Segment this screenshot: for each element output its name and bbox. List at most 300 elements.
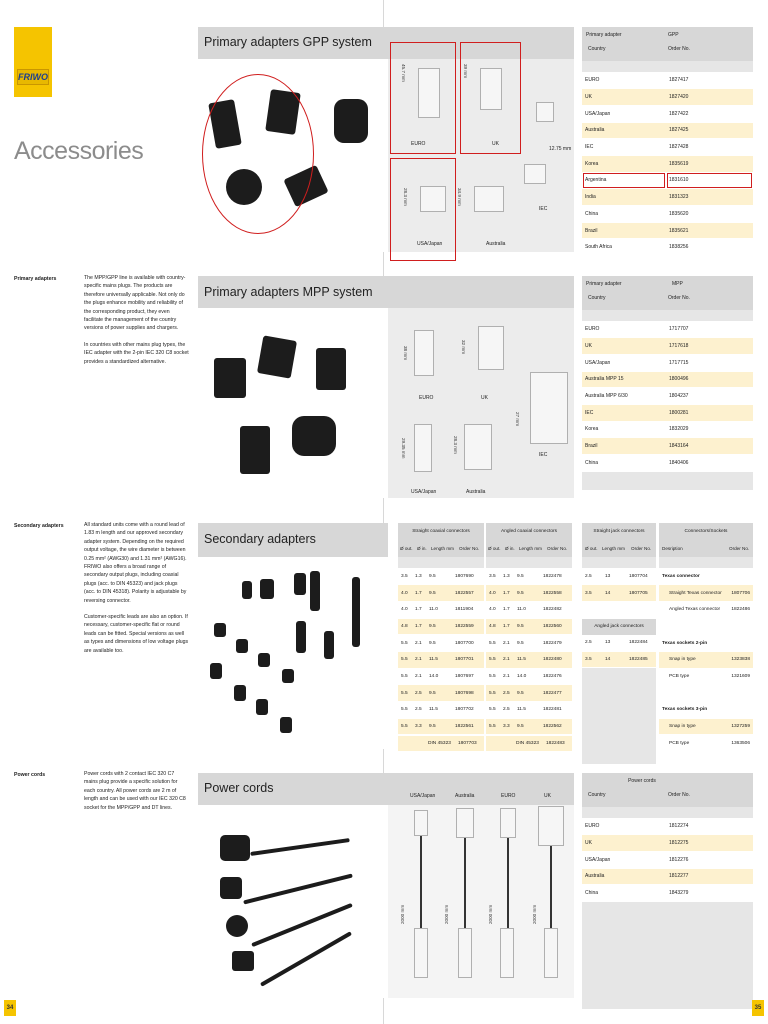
- table-row: [398, 585, 484, 602]
- table-cell: 11.5: [514, 702, 540, 719]
- primary-desc-1: The MPP/GPP line is available with country-specific mains plugs. The products are therefore universally applicable. Not only do the plugs enhance mobility and reliability of the corresponding product, they even facilitate the management of the country versions of power supplies and chargers.: [84, 275, 186, 332]
- gpp-title: Primary adapters GPP system: [204, 35, 372, 49]
- table-row: [659, 618, 753, 635]
- table-cell: 14.0: [426, 668, 452, 685]
- table-row: 3.5 14 1822485: [582, 651, 656, 668]
- gpp-usa-drawing: [420, 186, 446, 212]
- cords-photo: [198, 805, 388, 998]
- straight-coax-title: Straight coaxial connectors: [412, 529, 470, 534]
- cords-title: Power cords: [204, 781, 274, 795]
- table-row: [486, 601, 572, 618]
- plug-13: [234, 685, 246, 701]
- table-row: [398, 668, 484, 685]
- straight-jack-spacer: [582, 557, 656, 568]
- table-cell: 1822562: [540, 718, 572, 735]
- cord-draw-uk-plug: [538, 806, 564, 846]
- straight-jack-rows: [582, 568, 656, 619]
- table-cell: 1807700: [452, 635, 484, 652]
- power-desc-1: Power cords with 2 contact IEC 320 C7 mains plug provide a specific solution for each country. All power cords are 2 m of length and can be used with our IEC 320 C8 socket for the MPP/GPP and DT lines.: [84, 771, 186, 811]
- plug-7: [236, 639, 248, 653]
- ac-col-in: Ø in.: [505, 546, 515, 551]
- table-row: Brazil 1843164: [582, 438, 753, 455]
- table-cell: 2.1: [412, 651, 426, 668]
- gpp-iec-drawing: [536, 102, 554, 122]
- table-row: Texas sockets 3-pin: [659, 702, 753, 719]
- table-row: Australia MPP 6/30 1804237: [582, 388, 753, 405]
- straight-coax-table: [398, 523, 484, 751]
- table-cell: 1822482: [540, 601, 572, 618]
- table-row: Australia 1812277: [582, 868, 753, 885]
- mpp-dim-aus: 28.3 mm: [453, 436, 458, 454]
- table-cell: 1822479: [540, 635, 572, 652]
- table-cell: 4.0: [486, 585, 500, 602]
- secondary-description: [84, 521, 189, 663]
- plug-11: [324, 631, 334, 659]
- mpp-dim-uk: 32 mm: [461, 340, 466, 355]
- table-row: [486, 585, 572, 602]
- table-cell: 5.5: [398, 668, 412, 685]
- table-row: UK 1717618: [582, 338, 753, 355]
- plug-6: [214, 623, 226, 637]
- secondary-title: Secondary adapters: [204, 532, 316, 546]
- table-cell: 5.5: [486, 651, 500, 668]
- table-cell: 5.5: [398, 718, 412, 735]
- plug-2: [260, 579, 274, 599]
- table-row: IEC 1800281: [582, 404, 753, 421]
- table-row: PCB type 1363506: [659, 735, 753, 752]
- plug-14: [256, 699, 268, 715]
- table-cell: 1807697: [452, 668, 484, 685]
- gpp-table-spacer: [582, 61, 753, 72]
- table-cell: 2.1: [500, 635, 514, 652]
- plug-15: [280, 717, 292, 733]
- mpp-dim-iec: 27 mm: [515, 412, 520, 427]
- table-row: [486, 668, 572, 685]
- section-label-power: Power cords: [14, 772, 46, 778]
- table-row: 2.5 13 1822484: [582, 635, 656, 652]
- mpp-table-header: [582, 276, 753, 310]
- ac-col-out: Ø out.: [488, 546, 501, 551]
- secondary-panel: [198, 523, 388, 749]
- table-row: PCB type 1321609: [659, 668, 753, 685]
- gpp-rows: [582, 72, 753, 256]
- cords-table-header: [582, 773, 753, 807]
- primary-desc-2: In countries with other mains plug types, the IEC adapter with the 2-pin IEC 320 C8 socket provides a standardized alternative.: [84, 341, 189, 365]
- table-cell: 2.5: [412, 702, 426, 719]
- table-cell: 1822478: [540, 568, 572, 585]
- table-cell: 1.7: [500, 585, 514, 602]
- table-cell: 11.0: [426, 601, 452, 618]
- ac-col-length: Length mm: [519, 546, 542, 551]
- cord-draw-aus-plug: [456, 808, 474, 838]
- angled-coax-footer: [486, 735, 572, 751]
- sj-col-length: Length mm: [602, 546, 625, 551]
- table-row: UK 1827420: [582, 89, 753, 106]
- cords-table: [582, 773, 753, 1009]
- mpp-label-euro: EURO: [419, 395, 434, 401]
- table-cell: 1807690: [452, 568, 484, 585]
- cord-1: [250, 838, 350, 856]
- table-row: [398, 568, 484, 585]
- table-row: India 1831323: [582, 189, 753, 206]
- page-title: Accessories: [14, 137, 144, 165]
- table-cell: 1822476: [540, 668, 572, 685]
- page-number-right: 35: [752, 1000, 764, 1016]
- table-row: EURO 1717707: [582, 321, 753, 338]
- sc-col-order: Order No.: [459, 546, 480, 551]
- mpp-table-footer: [582, 472, 753, 490]
- gpp-highlight-circle: [202, 74, 314, 234]
- gpp-label-aus: Australia: [486, 241, 506, 247]
- friwo-logo: [14, 27, 52, 97]
- table-row: USA/Japan 1812276: [582, 851, 753, 868]
- table-cell: 1822559: [452, 618, 484, 635]
- cords-panel: [198, 773, 574, 998]
- table-row: IEC 1827428: [582, 139, 753, 156]
- jack-table: [582, 523, 656, 764]
- page-number-left: 34: [4, 1000, 16, 1016]
- table-cell: 4.0: [486, 601, 500, 618]
- cord-draw-aus-wire: [464, 838, 466, 928]
- table-cell: 9.5: [514, 685, 540, 702]
- mpp-label-usa: USA/Japan: [411, 489, 437, 495]
- gpp-th-system: GPP: [668, 32, 679, 38]
- table-cell: 1.7: [412, 618, 426, 635]
- mpp-photo: [198, 308, 388, 498]
- mpp-th-country: Country: [588, 295, 606, 301]
- table-cell: 1822477: [540, 685, 572, 702]
- straight-coax-rows: [398, 568, 484, 735]
- gpp-uk-drawing: [480, 68, 502, 110]
- straight-jack-title: Straight jack connectors: [593, 529, 645, 534]
- mpp-adapter-1: [214, 358, 246, 398]
- table-cell: 5.5: [398, 635, 412, 652]
- table-row: [582, 601, 656, 618]
- angled-coax-header: [486, 523, 572, 557]
- table-cell: 11.5: [514, 651, 540, 668]
- angled-jack-rows: [582, 635, 656, 669]
- mpp-adapter-3: [316, 348, 346, 390]
- table-row: Australia 1827425: [582, 122, 753, 139]
- ac-footer-din: DIN 45323: [516, 741, 539, 747]
- euro-plug: [226, 915, 248, 937]
- angled-coax-spacer: [486, 557, 572, 568]
- gpp-dim-usa: 28.3 mm: [403, 188, 408, 206]
- angled-coax-title: Angled coaxial connectors: [501, 529, 557, 534]
- table-cell: 9.5: [426, 568, 452, 585]
- mpp-label-aus: Australia: [466, 489, 486, 495]
- cord-4: [260, 931, 352, 986]
- table-cell: 9.5: [514, 718, 540, 735]
- mpp-th-system: MPP: [672, 281, 683, 287]
- plug-5: [352, 577, 360, 647]
- cords-th-order: Order No.: [668, 792, 690, 798]
- cords-rows: [582, 818, 753, 902]
- table-row: [398, 702, 484, 719]
- plug-9: [282, 669, 294, 683]
- table-row: [398, 718, 484, 735]
- table-cell: 2.5: [500, 685, 514, 702]
- gpp-th-country: Country: [588, 46, 606, 52]
- mpp-adapter-2: [257, 335, 297, 378]
- connectors-spacer: [659, 557, 753, 568]
- cord-draw-usa-plug: [414, 810, 428, 836]
- plug-8: [258, 653, 270, 667]
- gpp-th-adapter: Primary adapter: [586, 32, 622, 38]
- table-cell: 5.5: [398, 685, 412, 702]
- table-row: [486, 618, 572, 635]
- table-cell: 9.5: [426, 685, 452, 702]
- cord-length-usa: 2000 mm: [400, 904, 405, 924]
- table-row: Australia MPP 15 1800496: [582, 371, 753, 388]
- table-row: 3.5 14 1807705: [582, 585, 656, 602]
- primary-description: [84, 274, 189, 374]
- mpp-th-adapter: Primary adapter: [586, 281, 622, 287]
- table-row: USA/Japan 1717715: [582, 354, 753, 371]
- table-row: China 1840406: [582, 455, 753, 472]
- mpp-aus-drawing: [464, 424, 492, 470]
- table-cell: 1807702: [452, 702, 484, 719]
- table-cell: 3.5: [486, 568, 500, 585]
- straight-coax-header: [398, 523, 484, 557]
- cords-table-filler: [582, 902, 753, 1009]
- table-cell: 1.3: [412, 568, 426, 585]
- secondary-desc-1: All standard units come with a round lead of 1.83 m length and our approved secondary adapter system. Depending on the required output voltage, the wire diameter is between 0.25 mm² (AWG30) and 1.31 mm² (AWG16). FRIWO also offers a broad range of secondary output plugs, including coaxial plugs (acc. to DIN 45323) and jack plugs (acc. to DIN 45318). Polarity is adjustable by reversing connector.: [84, 522, 187, 604]
- sc-col-length: Length mm: [431, 546, 454, 551]
- table-cell: 5.5: [486, 668, 500, 685]
- table-row: UK 1812275: [582, 835, 753, 852]
- plug-10: [296, 621, 306, 653]
- table-cell: 14.0: [514, 668, 540, 685]
- table-cell: 4.0: [398, 585, 412, 602]
- table-cell: 9.5: [514, 585, 540, 602]
- table-row: China 1835620: [582, 206, 753, 223]
- cords-th-title: Power cords: [628, 778, 656, 784]
- table-cell: 9.5: [426, 618, 452, 635]
- table-row: EURO 1812274: [582, 818, 753, 835]
- table-row: [486, 568, 572, 585]
- mpp-adapter-4: [240, 426, 270, 474]
- table-row: [486, 685, 572, 702]
- angled-jack-title: Angled jack connectors: [594, 623, 644, 629]
- table-row: [398, 635, 484, 652]
- cord-label-euro: EURO: [501, 793, 516, 799]
- table-cell: 1822557: [452, 585, 484, 602]
- table-cell: 1807701: [452, 651, 484, 668]
- usa-plug: [220, 877, 242, 899]
- table-row: [486, 651, 572, 668]
- table-row-highlighted: Argentina 1831610: [582, 172, 753, 189]
- plug-4: [310, 571, 320, 611]
- table-cell: 3.3: [500, 718, 514, 735]
- table-cell: 3.5: [398, 568, 412, 585]
- table-row: Korea 1832029: [582, 421, 753, 438]
- cord-draw-usa-wire: [420, 836, 422, 928]
- connectors-header: [659, 523, 753, 557]
- ac-footer-order: 1822483: [546, 741, 565, 747]
- angled-jack-header: [582, 619, 656, 635]
- table-row: China 1843279: [582, 885, 753, 902]
- gpp-dim-iec: 12.75 mm: [549, 146, 572, 152]
- table-cell: 1822560: [540, 618, 572, 635]
- table-cell: 4.0: [398, 601, 412, 618]
- straight-coax-spacer: [398, 557, 484, 568]
- cord-draw-euro-wire: [507, 838, 509, 928]
- straight-jack-header: [582, 523, 656, 557]
- ac-col-order: Order No.: [547, 546, 568, 551]
- connectors-rows: [659, 568, 753, 752]
- table-cell: 9.5: [514, 618, 540, 635]
- table-cell: 9.5: [426, 718, 452, 735]
- table-row: [398, 618, 484, 635]
- table-cell: 1822480: [540, 651, 572, 668]
- table-row: Straight Texas connector 1807706: [659, 585, 753, 602]
- mpp-dim-euro: 38 mm: [403, 346, 408, 361]
- sc-footer-order: 1807703: [458, 741, 477, 747]
- section-label-primary: Primary adapters: [14, 276, 57, 282]
- gpp-adapter-5: [334, 99, 368, 143]
- gpp-label-uk: UK: [492, 141, 499, 147]
- table-cell: 1.7: [412, 585, 426, 602]
- power-description: [84, 770, 189, 820]
- table-cell: 9.5: [426, 585, 452, 602]
- cord-label-aus: Australia: [455, 793, 475, 799]
- gpp-label-usa: USA/Japan: [417, 241, 443, 247]
- table-cell: 1822481: [540, 702, 572, 719]
- table-cell: 2.5: [412, 685, 426, 702]
- cords-th-country: Country: [588, 792, 606, 798]
- section-label-secondary: Secondary adapters: [14, 523, 64, 529]
- table-cell: 2.1: [412, 668, 426, 685]
- mpp-rows: [582, 321, 753, 472]
- table-row: Angled Texas connector 1822486: [659, 601, 753, 618]
- table-cell: 2.1: [500, 668, 514, 685]
- sj-col-order: Order No.: [631, 546, 652, 551]
- table-cell: 1811904: [452, 601, 484, 618]
- table-row: [486, 718, 572, 735]
- mpp-label-uk: UK: [481, 395, 488, 401]
- angled-coax-rows: [486, 568, 572, 735]
- table-cell: 5.5: [486, 635, 500, 652]
- cord-draw-aus-conn: [458, 928, 472, 978]
- table-cell: 5.5: [486, 685, 500, 702]
- cord-label-uk: UK: [544, 793, 551, 799]
- mpp-dim-usa: 29.35 mm: [401, 438, 406, 459]
- table-cell: 5.5: [486, 718, 500, 735]
- mpp-label-iec: IEC: [539, 452, 548, 458]
- table-cell: 5.5: [398, 702, 412, 719]
- table-cell: 9.5: [514, 635, 540, 652]
- table-row: Texas connector: [659, 568, 753, 585]
- cord-draw-uk-conn: [544, 928, 558, 978]
- table-cell: 11.0: [514, 601, 540, 618]
- gpp-dim-euro: 45.7 mm: [401, 64, 406, 82]
- table-row: [398, 601, 484, 618]
- table-row: Texas sockets 2-pin: [659, 635, 753, 652]
- cord-label-usa: USA/Japan: [410, 793, 436, 799]
- table-cell: 1807698: [452, 685, 484, 702]
- cord-draw-uk-wire: [550, 846, 552, 928]
- cord-length-aus: 2000 mm: [444, 904, 449, 924]
- jack-table-filler: [582, 668, 656, 764]
- mpp-iec-drawing: [530, 372, 568, 444]
- straight-coax-footer: [398, 735, 484, 751]
- mpp-adapter-5: [292, 416, 336, 456]
- table-cell: 4.8: [486, 618, 500, 635]
- table-row: Korea 1835619: [582, 155, 753, 172]
- gpp-table: [582, 27, 753, 256]
- table-row: Brazil 1835621: [582, 222, 753, 239]
- cord-length-euro: 2000 mm: [488, 904, 493, 924]
- cord-draw-euro-plug: [500, 808, 516, 838]
- table-cell: 2.1: [500, 651, 514, 668]
- connectors-title: Connectors/Sockets: [684, 529, 728, 534]
- logo-text: FRIWO: [18, 72, 48, 82]
- table-cell: 5.5: [486, 702, 500, 719]
- table-cell: 3.3: [412, 718, 426, 735]
- plug-12: [210, 663, 222, 679]
- mpp-title: Primary adapters MPP system: [204, 285, 373, 299]
- conn-col-desc: Desription: [662, 546, 683, 551]
- table-row: EURO 1827417: [582, 72, 753, 89]
- angled-coax-table: [486, 523, 572, 751]
- cord-draw-usa-conn: [414, 928, 428, 978]
- secondary-desc-2: Customer-specific leads are also an option. If necessary, customer-specific flat or round leads can be fitted. Special versions as well as types and dimensions of low voltage plugs are available too.: [84, 614, 189, 654]
- cord-draw-euro-conn: [500, 928, 514, 978]
- mpp-table-spacer: [582, 310, 753, 321]
- table-row: 2.5 13 1807704: [582, 568, 656, 585]
- table-cell: 11.5: [426, 702, 452, 719]
- cord-2: [243, 874, 353, 905]
- plug-1: [242, 581, 252, 599]
- table-row: USA/Japan 1827422: [582, 105, 753, 122]
- gpp-table-header: [582, 27, 753, 61]
- cords-table-spacer: [582, 807, 753, 818]
- table-cell: 9.5: [514, 568, 540, 585]
- sc-col-out: Ø out.: [400, 546, 413, 551]
- mpp-table: [582, 276, 753, 490]
- table-row: [659, 685, 753, 702]
- table-row: Snap in type 1327259: [659, 718, 753, 735]
- table-cell: 9.5: [426, 635, 452, 652]
- gpp-dim-uk: 39 mm: [463, 64, 468, 79]
- table-cell: 1.7: [500, 601, 514, 618]
- connectors-table: [659, 523, 753, 752]
- mpp-uk-drawing: [478, 326, 504, 370]
- table-cell: 1.7: [500, 618, 514, 635]
- table-row: Snap in type 1323838: [659, 651, 753, 668]
- table-row: [398, 685, 484, 702]
- table-cell: 1822561: [452, 718, 484, 735]
- mpp-panel: [198, 276, 574, 498]
- gpp-iec-side-drawing: [524, 164, 546, 184]
- aus-plug: [232, 951, 254, 971]
- mpp-euro-drawing: [414, 330, 434, 376]
- table-cell: 5.5: [398, 651, 412, 668]
- gpp-dim-aus: 34.9 mm: [457, 188, 462, 206]
- secondary-photo: [198, 557, 388, 749]
- gpp-aus-drawing: [474, 186, 504, 212]
- gpp-th-order: Order No.: [668, 46, 690, 52]
- table-row: [486, 635, 572, 652]
- table-row: [486, 702, 572, 719]
- sc-footer-din: DIN 45323: [428, 741, 451, 747]
- table-row: South Africa 1838256: [582, 239, 753, 256]
- table-cell: 2.1: [412, 635, 426, 652]
- conn-col-order: Order No.: [729, 546, 750, 551]
- table-cell: 2.5: [500, 702, 514, 719]
- gpp-label-iec: IEC: [539, 206, 548, 212]
